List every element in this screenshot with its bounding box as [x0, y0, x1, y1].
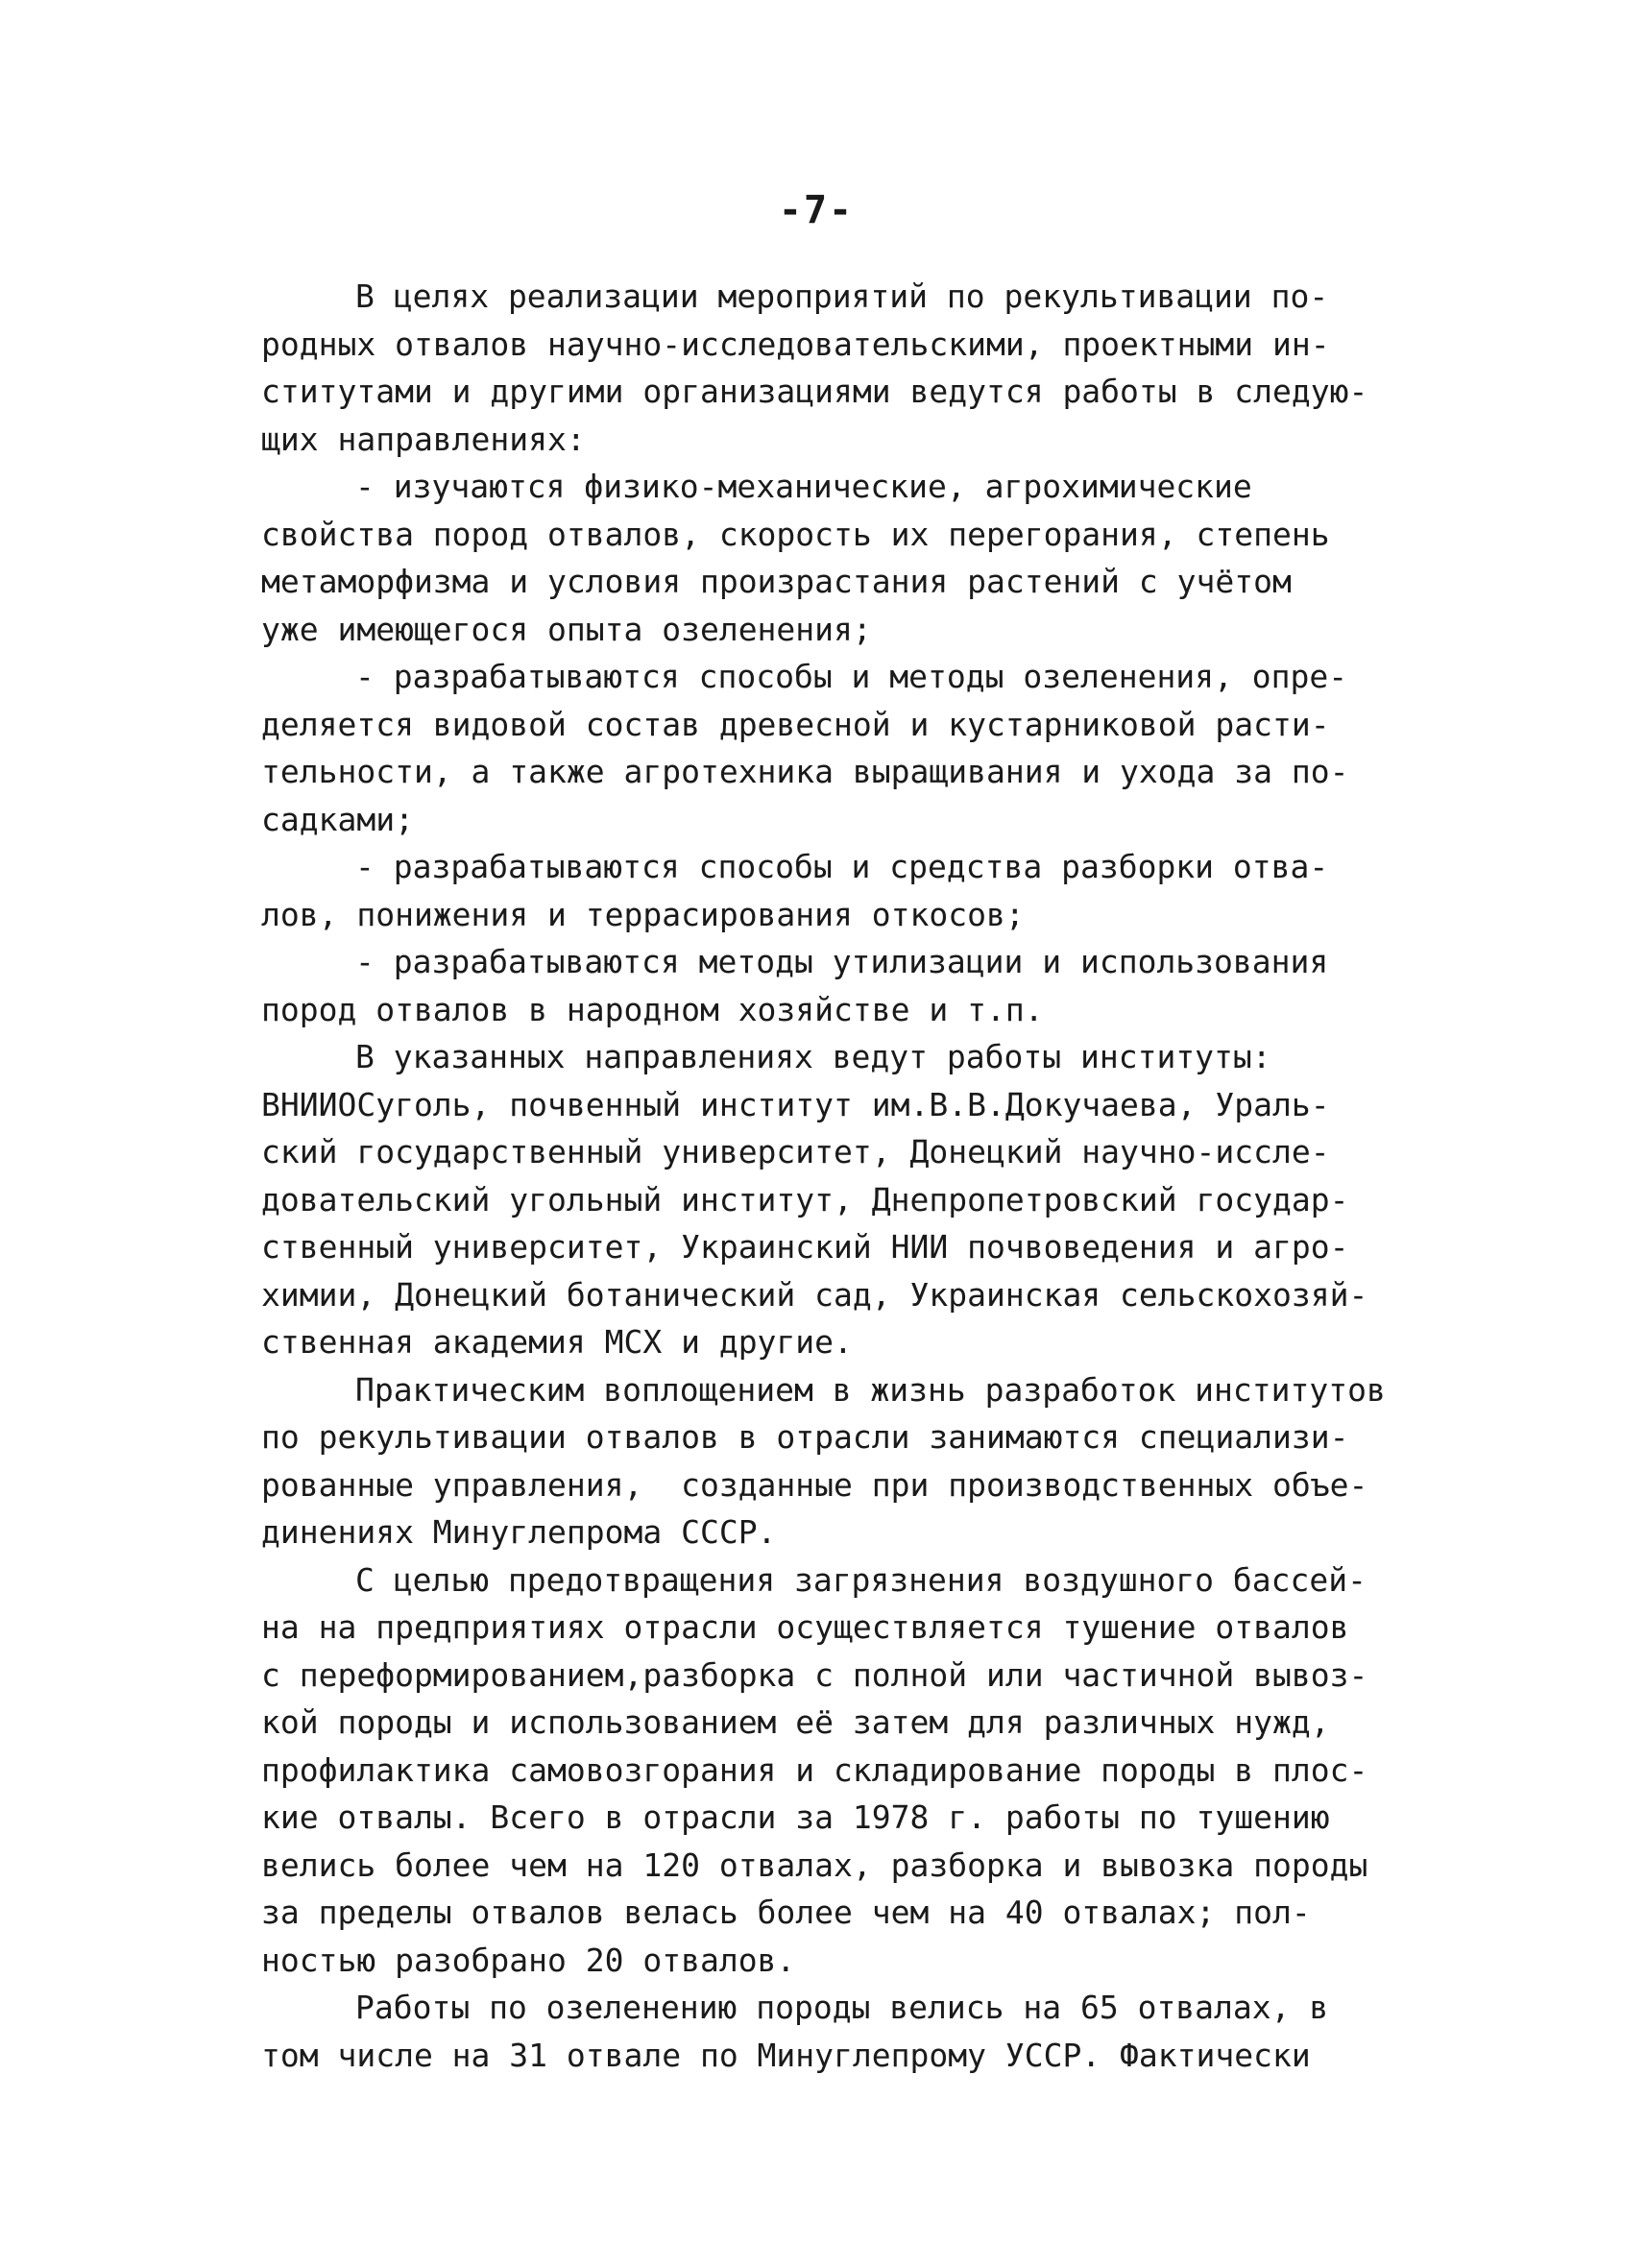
text-line: кие отвалы. Всего в отрасли за 1978 г. работы по тушению [261, 1798, 1330, 1836]
text-line: рованные управления, созданные при производственных объе- [261, 1465, 1368, 1504]
text-line: Практическим воплощением в жизнь разработок институтов [355, 1370, 1386, 1409]
text-line: щих направлениях: [261, 420, 586, 458]
text-line: ский государственный университет, Донецкий научно-иссле- [261, 1133, 1330, 1170]
text-line: садками; [261, 800, 414, 838]
text-line: - разрабатываются способы и средства разборки отва- [355, 848, 1329, 885]
text-line: деляется видовой состав древесной и кустарниковой расти- [261, 705, 1330, 743]
text-line: - разрабатываются методы утилизации и использования [355, 943, 1329, 980]
text-line: ностью разобрано 20 отвалов. [261, 1941, 796, 1979]
text-line: ственный университет, Украинский НИИ почвоведения и агро- [261, 1228, 1349, 1266]
text-line: с переформированием,разборка с полной или частичной вывоз- [261, 1655, 1368, 1694]
text-line: по рекультивации отвалов в отрасли занимаются специализи- [261, 1418, 1349, 1456]
text-line: тельности, а также агротехника выращивания и ухода за по- [261, 753, 1349, 790]
text-line: том числе на 31 отвале по Минуглепрому УССР. Фактически [261, 2036, 1311, 2074]
text-line: С целью предотвращения загрязнения воздушного бассей- [355, 1560, 1367, 1599]
text-line: пород отвалов в народном хозяйстве и т.п. [261, 990, 1044, 1028]
text-line: лов, понижения и террасирования откосов; [261, 895, 1025, 933]
text-line: ВНИИОСуголь, почвенный институт им.В.В.Докучаева, Ураль- [261, 1085, 1330, 1123]
text-line: Работы по озеленению породы велись на 65 отвалах, в [355, 1989, 1329, 2026]
text-line: - изучаются физико-механические, агрохимические [355, 468, 1252, 505]
text-line: родных отвалов научно-исследовательскими, проектными ин- [261, 325, 1330, 363]
text-line: метаморфизма и условия произрастания растений с учётом [261, 563, 1292, 600]
text-line: динениях Минуглепрома СССР. [261, 1513, 777, 1551]
text-line: В указанных направлениях ведут работы институты: [355, 1038, 1271, 1075]
text-line: химии, Донецкий ботанический сад, Украинская сельскохозяй- [261, 1275, 1368, 1314]
body-text [261, 273, 1394, 2079]
text-line: за пределы отвалов велась более чем на 40 отвалах; пол- [261, 1894, 1311, 1931]
text-line: уже имеющегося опыта озеленения; [261, 610, 872, 648]
text-line: - разрабатываются способы и методы озеленения, опре- [355, 658, 1348, 695]
text-line: на на предприятиях отрасли осуществляется тушение отвалов [261, 1608, 1349, 1646]
text-line: довательский угольный институт, Днепропетровский государ- [261, 1180, 1349, 1218]
text-line: ственная академия МСХ и другие. [261, 1323, 853, 1361]
page-number: -7- [778, 188, 855, 232]
text-line: велись более чем на 120 отвалах, разборка и вывозка породы [261, 1846, 1368, 1884]
text-line: свойства пород отвалов, скорость их перегорания, степень [261, 515, 1330, 553]
text-line: профилактика самовозгорания и складирование породы в плос- [261, 1750, 1368, 1789]
text-line: кой породы и использованием её затем для различных нужд, [261, 1703, 1330, 1741]
text-line: В целях реализации мероприятий по рекультивации по- [355, 277, 1329, 315]
text-line: ститутами и другими организациями ведутся работы в следую- [261, 373, 1368, 410]
